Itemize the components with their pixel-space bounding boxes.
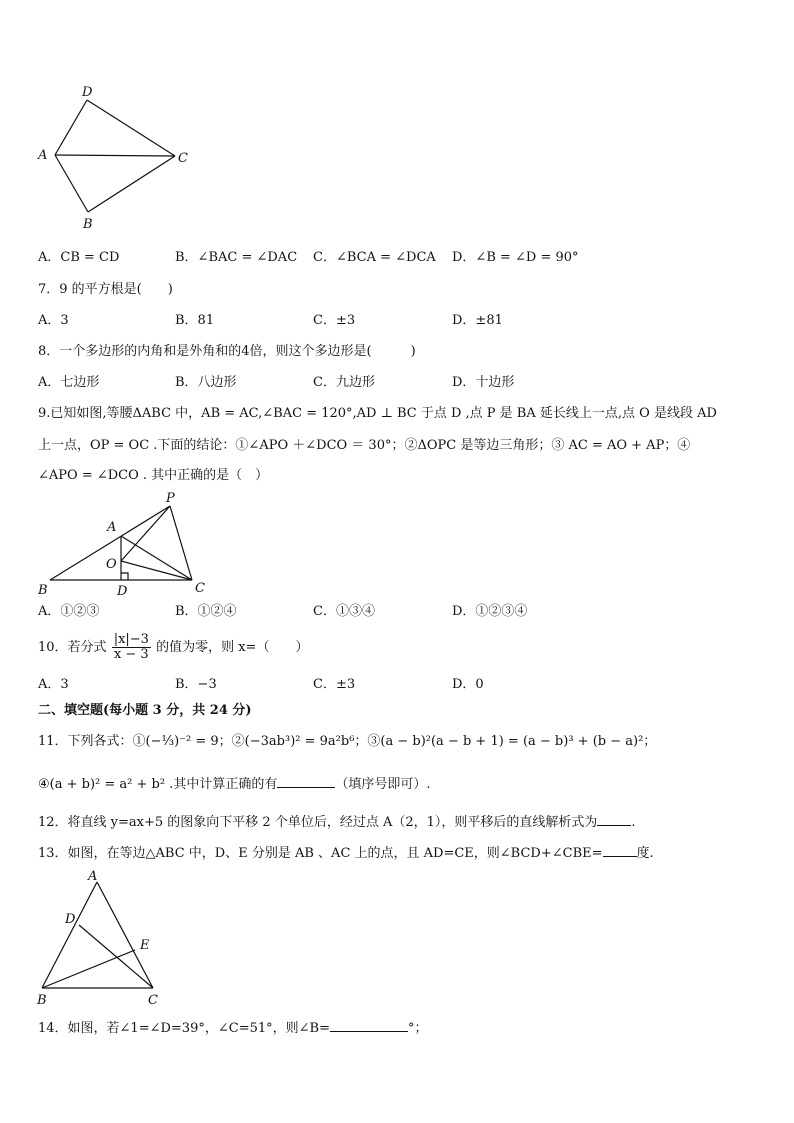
q8-option-d: D．十边形 (452, 375, 515, 390)
q9-stem-line1: 9.已知如图,等腰ΔABC 中，AB = AC,∠BAC = 120°,AD ⊥ BC 于点 D ,点 P 是 BA 延长线上一点,点 O 是线段 AD (38, 406, 717, 421)
q8-stem: 8．一个多边形的内角和是外角和的4倍，则这个多边形是( ) (38, 344, 416, 359)
q10-option-a: A．3 (38, 677, 69, 692)
q14-post: °； (407, 1021, 428, 1036)
vertex-label-d: D (117, 584, 128, 599)
q8-option-a: A．七边形 (38, 375, 100, 390)
q13-post: 度. (636, 846, 654, 861)
vertex-label-p: P (166, 491, 175, 506)
q7-option-b: B．81 (175, 313, 215, 328)
q7-option-a: A．3 (38, 313, 69, 328)
q8-option-c: C．九边形 (313, 375, 375, 390)
q9-option-b: B．①②④ (175, 604, 237, 619)
q14-pre: 14．如图，若∠1=∠D=39°，∠C=51°，则∠B= (38, 1021, 330, 1036)
q10-numerator: |x|−3 (113, 632, 149, 647)
section-heading-fill-in: 二、填空题(每小题 3 分，共 24 分) (38, 703, 252, 718)
q10-stem-pre: 10．若分式 (38, 640, 107, 655)
vertex-label-e: E (140, 938, 150, 953)
vertex-label-d: D (82, 85, 93, 100)
vertex-label-b: B (37, 993, 47, 1008)
q10-stem-post: 的值为零，则 x=（ ） (156, 640, 309, 655)
q6-option-b: B．∠BAC = ∠DAC (175, 250, 298, 265)
q9-stem-line3: ∠APO = ∠DCO . 其中正确的是（ ） (38, 468, 269, 483)
vertex-label-a: A (107, 520, 117, 535)
q11-line1: 11．下列各式：①(−⅓)⁻² = 9；②(−3ab³)² = 9a²b⁶；③(a − b)²(a − b + 1) = (a − b)³ + (b − a)²； (38, 734, 657, 749)
q9-option-c: C．①③④ (313, 604, 375, 619)
vertex-label-c: C (195, 581, 205, 596)
q8-option-b: B．八边形 (175, 375, 237, 390)
q12-pre: 12．将直线 y=ax+5 的图象向下平移 2 个单位后，经过点 A（2，1），则平移后的直线解析式为 (38, 815, 598, 830)
q9-stem-line2: 上一点，OP = OC .下面的结论：①∠APO ＋∠DCO ＝ 30°；②ΔOPC 是等边三角形；③ AC = AO + AP；④ (38, 438, 691, 453)
q6-option-c: C．∠BCA = ∠DCA (313, 250, 436, 265)
q10-option-b: B．−3 (175, 677, 217, 692)
answer-blank[interactable] (330, 1019, 408, 1032)
q7-option-d: D．±81 (452, 313, 503, 328)
q10-option-d: D．0 (452, 677, 484, 692)
vertex-label-c: C (148, 993, 158, 1008)
q10-denominator: x − 3 (113, 647, 149, 662)
q7-option-c: C．±3 (313, 313, 356, 328)
vertex-label-d: D (65, 912, 76, 927)
q7-stem: 7．9 的平方根是( ) (38, 282, 173, 297)
vertex-label-a: A (88, 869, 98, 884)
q11-line2-pre: ④(a + b)² = a² + b² .其中计算正确的有 (38, 777, 278, 792)
q13-pre: 13．如图，在等边△ABC 中，D、E 分别是 AB 、AC 上的点，且 AD=CE，则∠BCD+∠CBE= (38, 846, 603, 861)
q9-option-d: D．①②③④ (452, 604, 528, 619)
q6-option-a: A．CB = CD (38, 250, 120, 265)
vertex-label-a: A (38, 148, 48, 163)
q9-option-a: A．①②③ (38, 604, 100, 619)
vertex-label-b: B (83, 217, 93, 232)
vertex-label-b: B (38, 583, 48, 598)
q6-option-d: D．∠B = ∠D = 90° (452, 250, 579, 265)
vertex-label-o: O (106, 557, 117, 572)
q14-stem (38, 1019, 427, 1037)
vertex-label-c: C (178, 151, 188, 166)
q10-option-c: C．±3 (313, 677, 356, 692)
q12-post: . (631, 815, 636, 830)
q11-line2-post: （填序号即可）. (335, 777, 431, 792)
